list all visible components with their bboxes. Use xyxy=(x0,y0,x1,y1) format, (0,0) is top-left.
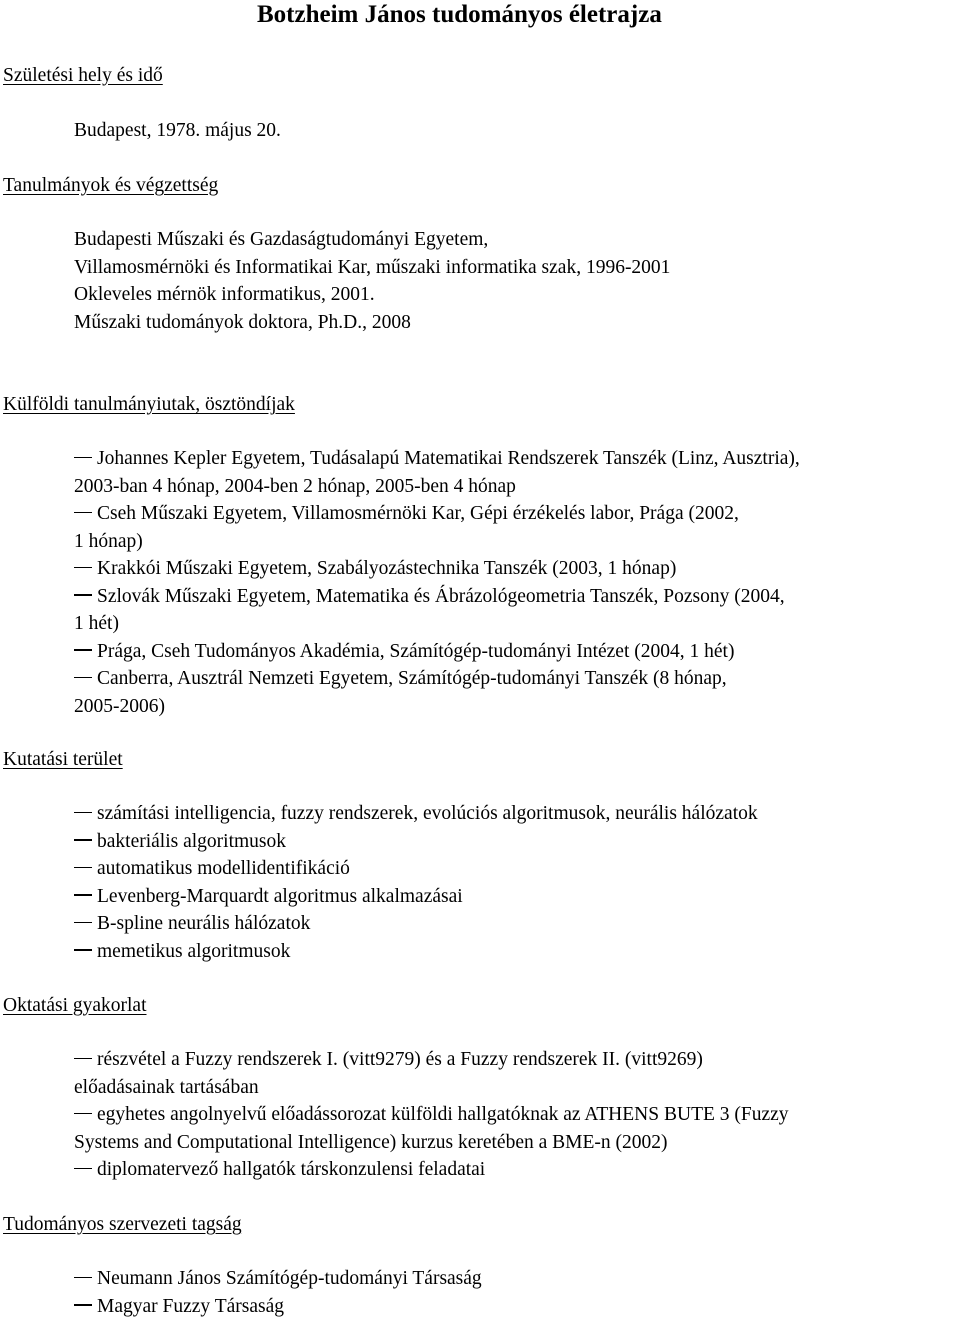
list-item: Canberra, Ausztrál Nemzeti Egyetem, Számítógép-tudományi Tanszék (8 hónap, xyxy=(74,665,954,693)
studies-block xyxy=(74,226,954,336)
list-item-continuation: 1 hét) xyxy=(74,613,119,634)
list-item: Krakkói Műszaki Egyetem, Szabályozástechnika Tanszék (2003, 1 hónap) xyxy=(74,555,954,583)
list-item-continuation: előadásainak tartásában xyxy=(74,1076,259,1098)
dash-bullet xyxy=(74,1168,92,1169)
dash-bullet xyxy=(74,867,92,868)
section-heading-birth: Születési hely és idő xyxy=(3,65,163,86)
page-title: Botzheim János tudományos életrajza xyxy=(257,1,662,28)
list-item: számítási intelligencia, fuzzy rendszerek, evolúciós algoritmusok, neurális hálózatok xyxy=(74,800,954,828)
dash-bullet xyxy=(74,894,92,895)
dash-bullet xyxy=(74,839,92,840)
dash-bullet xyxy=(74,567,92,568)
dash-bullet xyxy=(74,677,92,678)
list-item-continuation: Systems and Computational Intelligence) kurzus keretében a BME-n (2002) xyxy=(74,1131,668,1153)
research-list xyxy=(74,800,954,965)
section-heading-studies: Tanulmányok és végzettség xyxy=(3,175,219,196)
list-item: B-spline neurális hálózatok xyxy=(74,910,954,938)
dash-bullet xyxy=(74,812,92,813)
list-item: Johannes Kepler Egyetem, Tudásalapú Matematikai Rendszerek Tanszék (Linz, Ausztria), xyxy=(74,445,954,473)
list-item: Szlovák Műszaki Egyetem, Matematika és Ábrázológeometria Tanszék, Pozsony (2004, xyxy=(74,583,954,611)
section-heading-abroad: Külföldi tanulmányiutak, ösztöndíjak xyxy=(3,394,295,415)
section-heading-membership: Tudományos szervezeti tagság xyxy=(3,1214,242,1235)
abroad-list xyxy=(74,445,954,720)
dash-bullet xyxy=(74,649,92,650)
list-item: Magyar Fuzzy Társaság xyxy=(74,1293,954,1321)
list-item: automatikus modellidentifikáció xyxy=(74,855,954,883)
dash-bullet xyxy=(74,594,92,595)
section-heading-research: Kutatási terület xyxy=(3,749,123,770)
list-item-continuation: 2005-2006) xyxy=(74,695,165,717)
membership-list xyxy=(74,1265,954,1320)
list-item: egyhetes angolnyelvű előadássorozat külföldi hallgatóknak az ATHENS BUTE 3 (Fuzzy xyxy=(74,1101,954,1129)
list-item-continuation: 1 hónap) xyxy=(74,530,143,552)
list-item-continuation: 2003-ban 4 hónap, 2004-ben 2 hónap, 2005-ben 4 hónap xyxy=(74,475,516,497)
list-item: Prága, Cseh Tudományos Akadémia, Számítógép-tudományi Intézet (2004, 1 hét) xyxy=(74,638,954,666)
birth-value: Budapest, 1978. május 20. xyxy=(74,120,281,141)
list-item: Cseh Műszaki Egyetem, Villamosmérnöki Kar, Gépi érzékelés labor, Prága (2002, xyxy=(74,500,954,528)
list-item: bakteriális algoritmusok xyxy=(74,828,954,856)
dash-bullet xyxy=(74,457,92,458)
teaching-list xyxy=(74,1046,954,1184)
list-item: memetikus algoritmusok xyxy=(74,938,954,966)
dash-bullet xyxy=(74,949,92,950)
studies-line: Okleveles mérnök informatikus, 2001. xyxy=(74,284,375,305)
dash-bullet xyxy=(74,922,92,923)
dash-bullet xyxy=(74,1277,92,1278)
studies-line: Budapesti Műszaki és Gazdaságtudományi Egyetem, xyxy=(74,229,489,250)
dash-bullet xyxy=(74,1058,92,1059)
dash-bullet xyxy=(74,1113,92,1114)
studies-line: Műszaki tudományok doktora, Ph.D., 2008 xyxy=(74,311,411,333)
section-heading-teaching: Oktatási gyakorlat xyxy=(3,995,147,1016)
list-item: Neumann János Számítógép-tudományi Társaság xyxy=(74,1265,954,1293)
studies-line: Villamosmérnöki és Informatikai Kar, műszaki informatika szak, 1996-2001 xyxy=(74,256,671,278)
dash-bullet xyxy=(74,1304,92,1305)
list-item: részvétel a Fuzzy rendszerek I. (vitt9279) és a Fuzzy rendszerek II. (vitt9269) xyxy=(74,1046,954,1074)
list-item: Levenberg-Marquardt algoritmus alkalmazásai xyxy=(74,883,954,911)
dash-bullet xyxy=(74,512,92,513)
list-item: diplomatervező hallgatók társkonzulensi feladatai xyxy=(74,1156,954,1184)
